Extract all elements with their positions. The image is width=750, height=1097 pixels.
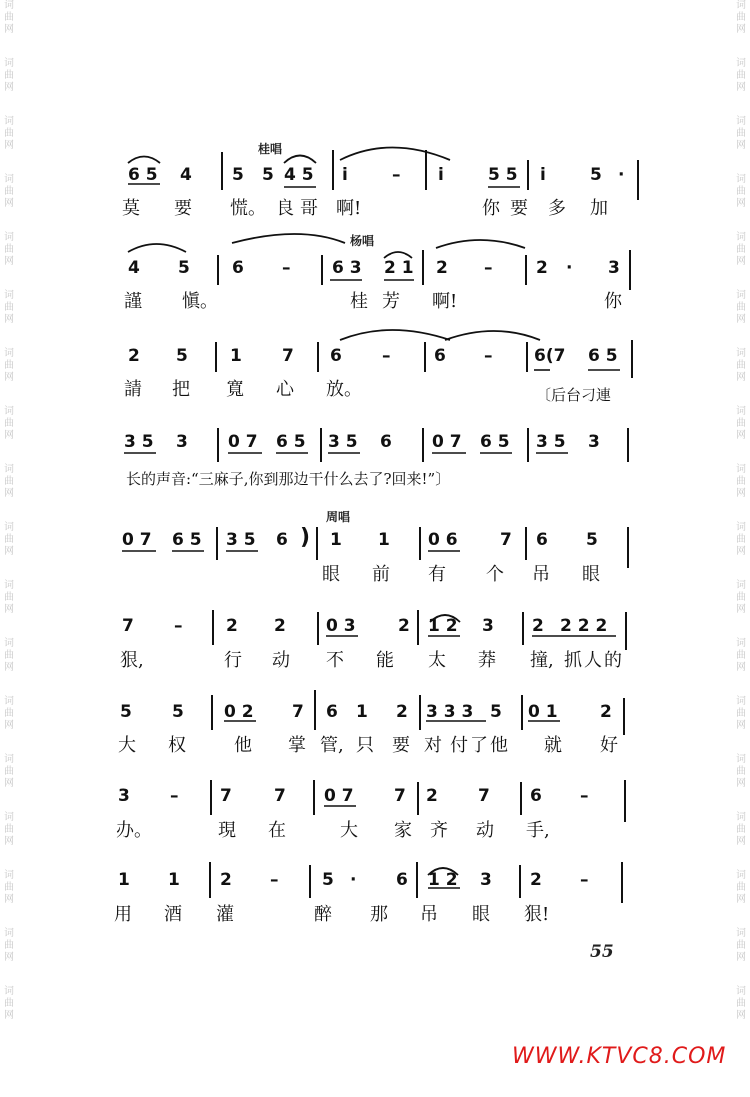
side-watermark-stamp: 词 曲 网 — [4, 580, 14, 615]
side-watermark-stamp: 词 曲 网 — [4, 812, 14, 847]
note: · — [350, 870, 357, 890]
lyric: 謹 — [124, 291, 142, 312]
note: 0 1 — [528, 702, 558, 722]
lyric: 太 — [428, 650, 446, 671]
note: 3 5 — [328, 432, 358, 452]
side-watermark-stamp: 词 曲 网 — [4, 116, 14, 151]
side-watermark-stamp: 词 曲 网 — [736, 754, 746, 789]
lyric: 桂 — [350, 291, 368, 312]
lyric: 眼 — [322, 564, 340, 585]
lyric: 能 — [376, 650, 394, 671]
lyric: 要 — [174, 198, 192, 219]
note: 7 — [292, 702, 304, 722]
lyric: 人 — [584, 650, 602, 671]
side-watermark-stamp: 词 曲 网 — [736, 986, 746, 1021]
note: – — [270, 870, 279, 890]
note: 6 — [380, 432, 392, 452]
note: 1 — [356, 702, 368, 722]
side-watermark-stamp: 词 曲 网 — [4, 464, 14, 499]
lyric: 心 — [276, 379, 294, 400]
lyric: 要 — [510, 198, 528, 219]
side-watermark-stamp: 词 曲 网 — [736, 580, 746, 615]
lyric: 寬 — [226, 379, 244, 400]
lyric: 放。 — [326, 379, 362, 400]
side-watermark-stamp: 词 曲 网 — [4, 406, 14, 441]
note: 6(7 — [534, 346, 566, 366]
lyric: 动 — [476, 820, 494, 841]
lyric: 动 — [272, 650, 290, 671]
note: 7 — [274, 786, 286, 806]
note: 2 — [396, 702, 408, 722]
side-watermark-stamp: 词 曲 网 — [4, 638, 14, 673]
note: · — [566, 258, 573, 278]
note: 5 — [232, 165, 244, 185]
lyric: 多 — [548, 198, 566, 219]
note: – — [580, 786, 589, 806]
lyric: 醉 — [314, 904, 332, 925]
side-watermark-stamp: 词 曲 网 — [736, 696, 746, 731]
note: 5 — [490, 702, 502, 722]
note: ) — [300, 525, 311, 550]
lyric: 吊 — [532, 564, 550, 585]
note: 6 5 — [588, 346, 618, 366]
side-watermark-stamp: 词 曲 网 — [736, 464, 746, 499]
side-watermark-stamp: 词 曲 网 — [4, 522, 14, 557]
lyric: 就 — [544, 735, 562, 756]
note: 2 — [274, 616, 286, 636]
side-watermark-stamp: 词 曲 网 — [736, 232, 746, 267]
lyric: 那 — [370, 904, 388, 925]
note: 7 — [500, 530, 512, 550]
note: 4 5 — [284, 165, 314, 185]
note: 3 — [480, 870, 492, 890]
lyric: 要 — [392, 735, 410, 756]
note: 3 3 3 — [426, 702, 474, 722]
note: 0 3 — [326, 616, 356, 636]
note: 7 — [478, 786, 490, 806]
note: 4 — [128, 258, 140, 278]
note: 3 — [176, 432, 188, 452]
note: 1 2 — [428, 870, 458, 890]
side-watermark-stamp: 词 曲 网 — [4, 58, 14, 93]
note: 6 — [276, 530, 288, 550]
lyric: 在 — [268, 820, 286, 841]
note: · — [618, 165, 625, 185]
note: 2 — [220, 870, 232, 890]
note: – — [174, 616, 183, 636]
lyric: 好 — [600, 735, 618, 756]
note: 5 — [176, 346, 188, 366]
side-watermark-stamp: 词 曲 网 — [736, 290, 746, 325]
lyric: 你 — [604, 291, 622, 312]
side-watermark-stamp: 词 曲 网 — [736, 348, 746, 383]
note: – — [580, 870, 589, 890]
lyric: 付 — [450, 735, 468, 756]
lyric: 愼。 — [182, 291, 218, 312]
lyric: 管, — [320, 735, 344, 756]
note: 0 2 — [224, 702, 254, 722]
note: 2 — [600, 702, 612, 722]
side-watermark-stamp: 词 曲 网 — [736, 116, 746, 151]
note: 2 — [128, 346, 140, 366]
lyric: 莫 — [122, 198, 140, 219]
note: 3 5 — [536, 432, 566, 452]
note: 5 — [590, 165, 602, 185]
lyric: 灌 — [216, 904, 234, 925]
lyric: 狠! — [524, 904, 550, 925]
side-watermark-stamp: 词 曲 网 — [4, 870, 14, 905]
side-watermark-stamp: 词 曲 网 — [4, 986, 14, 1021]
lyric: 啊! — [432, 291, 458, 312]
note: 0 7 — [228, 432, 258, 452]
side-watermark-stamp: 词 曲 网 — [736, 522, 746, 557]
lyric: 撞, — [530, 650, 554, 671]
lyric: 不 — [326, 650, 344, 671]
note: 6 5 — [128, 165, 158, 185]
side-watermark-stamp: 词 曲 网 — [4, 928, 14, 963]
lyric: 啊! — [336, 198, 362, 219]
lyric: 眼 — [472, 904, 490, 925]
note: 6 — [530, 786, 542, 806]
lyric: 莽 — [478, 650, 496, 671]
note: 6 3 — [332, 258, 362, 278]
note: 2 1 — [384, 258, 414, 278]
note: 3 5 — [124, 432, 154, 452]
lyric: 他 — [490, 735, 508, 756]
side-watermark-stamp: 词 曲 网 — [4, 232, 14, 267]
note: 7 — [122, 616, 134, 636]
note: 2 2 2 — [560, 616, 608, 636]
note: 0 6 — [428, 530, 458, 550]
note: – — [382, 346, 391, 366]
lyric: 請 — [124, 379, 142, 400]
note: 5 — [172, 702, 184, 722]
lyric: 对 — [424, 735, 442, 756]
lyric: 良 — [276, 198, 294, 219]
note: 5 5 — [488, 165, 518, 185]
note: 6 5 — [276, 432, 306, 452]
note: 5 — [120, 702, 132, 722]
note: 7 — [394, 786, 406, 806]
lyric: 吊 — [420, 904, 438, 925]
note: 0 7 — [324, 786, 354, 806]
side-watermark-stamp: 词 曲 网 — [736, 870, 746, 905]
lyric: 用 — [114, 904, 132, 925]
lyric: 酒 — [164, 904, 182, 925]
side-watermark-stamp: 词 曲 网 — [4, 754, 14, 789]
note: 3 — [118, 786, 130, 806]
role-label: 周唱 — [326, 510, 351, 524]
note: 1 — [330, 530, 342, 550]
lyric: 权 — [168, 735, 186, 756]
role-label: 桂唱 — [258, 142, 283, 156]
lyric: 前 — [372, 564, 390, 585]
side-watermark-stamp: 词 曲 网 — [736, 812, 746, 847]
lyric: 芳 — [382, 291, 400, 312]
lyric: 掌 — [288, 735, 306, 756]
lyric: 加 — [590, 198, 608, 219]
note: 2 — [226, 616, 238, 636]
lyric: 了 — [470, 735, 488, 756]
note: 6 5 — [480, 432, 510, 452]
note: 7 — [220, 786, 232, 806]
note: 2 — [532, 616, 544, 636]
note: 5 — [322, 870, 334, 890]
note: 2 — [398, 616, 410, 636]
side-watermark-stamp: 词 曲 网 — [736, 406, 746, 441]
note: 6 — [330, 346, 342, 366]
note: 6 — [396, 870, 408, 890]
note: 1 — [168, 870, 180, 890]
note: i — [342, 165, 348, 185]
side-watermark-stamp: 词 曲 网 — [736, 0, 746, 35]
note: 6 5 — [172, 530, 202, 550]
lyric: 狠, — [120, 650, 144, 671]
note: – — [392, 165, 401, 185]
page-number: 55 — [590, 942, 614, 962]
note: 6 — [326, 702, 338, 722]
lyric: 抓 — [564, 650, 582, 671]
note: – — [484, 258, 493, 278]
side-watermark-stamp: 词 曲 网 — [736, 928, 746, 963]
side-watermark-stamp: 词 曲 网 — [4, 696, 14, 731]
lyric: 哥 — [300, 198, 318, 219]
lyric: 你 — [482, 198, 500, 219]
lyric: 現 — [218, 820, 236, 841]
note: 0 7 — [122, 530, 152, 550]
side-watermark-stamp: 词 曲 网 — [736, 58, 746, 93]
note: 0 7 — [432, 432, 462, 452]
lyric: 手, — [526, 820, 550, 841]
note: – — [484, 346, 493, 366]
note: 4 — [180, 165, 192, 185]
note: – — [170, 786, 179, 806]
role-label: 杨唱 — [350, 234, 375, 248]
lyric: 大 — [340, 820, 358, 841]
side-watermark-stamp: 词 曲 网 — [4, 0, 14, 35]
lyric: 把 — [172, 379, 190, 400]
lyric: 家 — [394, 820, 412, 841]
note: 5 — [586, 530, 598, 550]
side-watermark-stamp: 词 曲 网 — [4, 290, 14, 325]
note: 1 — [118, 870, 130, 890]
stage-direction: 〔后台刁連 — [536, 386, 612, 404]
note: 3 — [482, 616, 494, 636]
note: 2 — [536, 258, 548, 278]
note: 6 — [434, 346, 446, 366]
lyric: 大 — [118, 735, 136, 756]
note: 6 — [536, 530, 548, 550]
note: 2 — [436, 258, 448, 278]
lyric: 个 — [486, 564, 504, 585]
note: 1 — [230, 346, 242, 366]
lyric: 只 — [356, 735, 374, 756]
side-watermark-stamp: 词 曲 网 — [736, 174, 746, 209]
note: i — [540, 165, 546, 185]
lyric: 行 — [224, 650, 242, 671]
lyric: 他 — [234, 735, 252, 756]
site-watermark: WWW.KTVC8.COM — [512, 1044, 727, 1069]
lyric: 办。 — [116, 820, 152, 841]
note: 5 — [178, 258, 190, 278]
note: 3 5 — [226, 530, 256, 550]
note: 3 — [588, 432, 600, 452]
note: i — [438, 165, 444, 185]
note: 3 — [608, 258, 620, 278]
note: 2 — [426, 786, 438, 806]
lyric: 慌。 — [230, 198, 266, 219]
note: 7 — [282, 346, 294, 366]
side-watermark-stamp: 词 曲 网 — [4, 348, 14, 383]
lyric: 眼 — [582, 564, 600, 585]
note: 6 — [232, 258, 244, 278]
side-watermark-stamp: 词 曲 网 — [4, 174, 14, 209]
note: – — [282, 258, 291, 278]
lyric: 有 — [428, 564, 446, 585]
note: 5 — [262, 165, 274, 185]
lyric: 齐 — [430, 820, 448, 841]
note: 1 2 — [428, 616, 458, 636]
lyric: 的 — [604, 650, 622, 671]
note: 1 — [378, 530, 390, 550]
side-watermark-stamp: 词 曲 网 — [736, 638, 746, 673]
note: 2 — [530, 870, 542, 890]
stage-direction: 长的声音:“三麻子,你到那边干什么去了?回来!”〕 — [126, 470, 451, 488]
